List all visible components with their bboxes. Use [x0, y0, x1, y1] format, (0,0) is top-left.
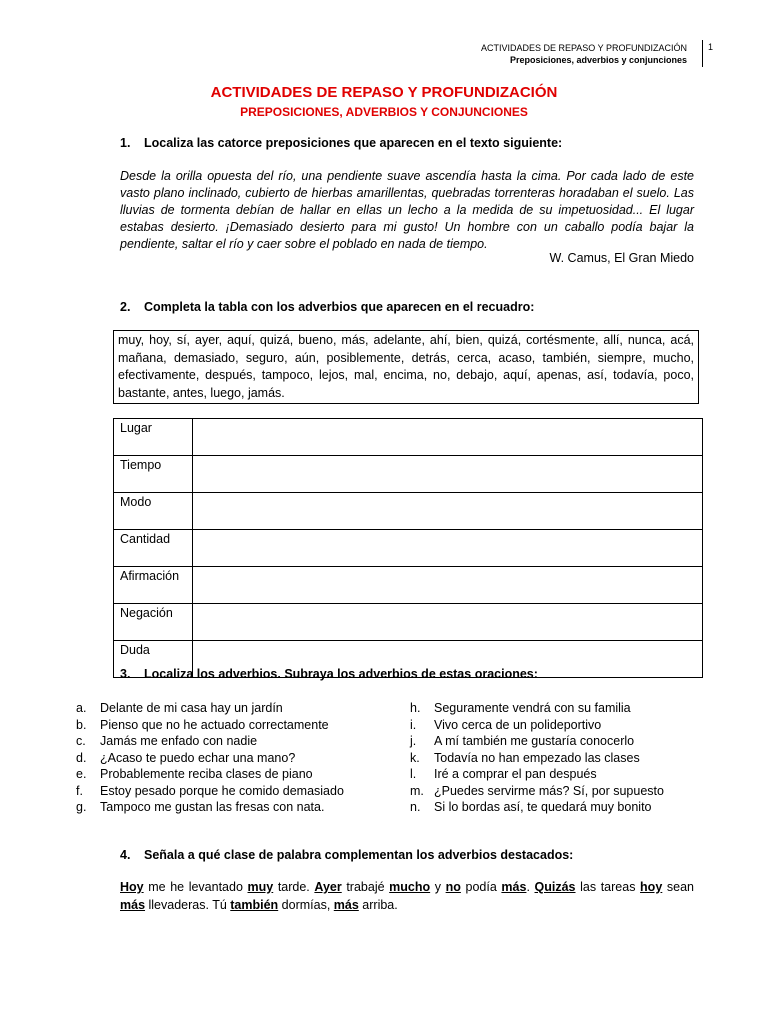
sentence-item — [76, 799, 344, 816]
sentence-letter: b. — [76, 717, 87, 732]
adverb-category-label: Afirmación — [114, 567, 193, 604]
question-3-number: 3. — [120, 667, 131, 681]
adverb-answer-cell[interactable] — [193, 604, 703, 641]
adverb-word-box: muy, hoy, sí, ayer, aquí, quizá, bueno, más, adelante, ahí, bien, quizá, cortésmente, allí, nunca, acá, mañana, demasiado, seguro, aún, posiblemente, detrás, cerca, acaso, también, siempre, mucho, efectivamente, después, tampoco, lejos, mal, encima, no, debajo, aquí, apenas, así, todavía, poco, bastante, antes, luego, jamás. — [113, 330, 699, 404]
sentence-letter: c. — [76, 734, 86, 748]
adverb-answer-cell[interactable] — [193, 530, 703, 567]
sentence-text: Probablemente reciba clases de piano — [100, 767, 313, 781]
question-1-number: 1. — [120, 136, 131, 150]
sentence-item — [410, 733, 694, 750]
sentence-text: Jamás me enfado con nadie — [100, 734, 258, 748]
question-4-paragraph — [120, 878, 694, 914]
adverb-table-row — [114, 530, 703, 567]
question-1-text: Localiza las catorce preposiciones que aparecen en el texto siguiente: — [144, 136, 563, 150]
passage-text: Desde la orilla opuesta del río, una pendiente suave ascendía hasta la cima. Por cada lado de este vasto plano inclinado, cubierto de hierbas amarillentas, quebradas torrenteras horadaban el suelo. Las lluvias de tormenta debían de hallar en ellas un lecho a la medida de su impetuosidad... El lugar estabas desierto. ¡Demasiado desierto para mi gusto! Un hombre con un caballo podía bajar la pendiente, saltar el río y caer sobre el poblado en nada de tiempo. — [120, 169, 694, 251]
question-3 — [120, 667, 538, 681]
sentence-text: ¿Acaso te puedo echar una mano? — [100, 750, 296, 765]
paragraph-text: me he levantado — [143, 880, 248, 894]
adverb-category-label: Tiempo — [114, 456, 193, 493]
sentence-text: Todavía no han empezado las clases — [434, 750, 640, 765]
sentence-letter: f. — [76, 783, 83, 798]
question-1 — [120, 136, 562, 150]
sentence-text: Si lo bordas así, te quedará muy bonito — [434, 800, 652, 814]
question-3-text: Localiza los adverbios. Subraya los adverbios de estas oraciones: — [144, 667, 538, 681]
paragraph-text: las tareas — [575, 880, 641, 894]
sentence-item — [410, 700, 694, 717]
paragraph-text: trabajé — [341, 880, 390, 894]
highlighted-adverb: Hoy — [120, 880, 144, 894]
paragraph-text: y — [430, 880, 446, 894]
page-header — [481, 42, 694, 66]
sentence-item — [410, 799, 694, 816]
sentence-letter: g. — [76, 800, 87, 814]
adverb-table — [113, 418, 703, 678]
highlighted-adverb: muy — [247, 880, 274, 894]
highlighted-adverb: Ayer — [314, 880, 342, 894]
sentence-letter: d. — [76, 750, 87, 765]
sentence-item — [410, 783, 694, 800]
highlighted-adverb: Quizás — [534, 880, 576, 894]
adverb-answer-cell[interactable] — [193, 419, 703, 456]
paragraph-text: tarde. — [273, 880, 315, 894]
highlighted-adverb: también — [230, 898, 279, 912]
sentence-letter: a. — [76, 701, 87, 715]
adverb-table-row — [114, 604, 703, 641]
adverb-table-row — [114, 567, 703, 604]
paragraph-text: podía — [460, 880, 502, 894]
adverb-category-label: Duda — [114, 641, 193, 678]
question-4-text: Señala a qué clase de palabra complementan los adverbios destacados: — [144, 848, 574, 862]
sentence-item — [76, 733, 344, 750]
adverb-category-label: Negación — [114, 604, 193, 641]
adverb-category-label: Lugar — [114, 419, 193, 456]
highlighted-adverb: más — [333, 898, 359, 912]
sentence-text: Delante de mi casa hay un jardín — [100, 701, 283, 715]
paragraph-text: sean — [662, 880, 694, 894]
sentence-text: Tampoco me gustan las fresas con nata. — [100, 800, 325, 814]
adverb-answer-cell[interactable] — [193, 567, 703, 604]
question-4-number: 4. — [120, 848, 131, 862]
highlighted-adverb: hoy — [640, 880, 663, 894]
paragraph-text: dormías, — [278, 898, 334, 912]
sentence-text: Estoy pesado porque he comido demasiado — [100, 783, 344, 798]
header-line1: ACTIVIDADES DE REPASO Y PROFUNDIZACIÓN — [480, 43, 687, 53]
sentence-item — [76, 783, 344, 800]
sentence-letter: m. — [410, 783, 424, 798]
sentence-letter: j. — [410, 734, 417, 748]
sentence-list-left — [76, 700, 344, 816]
adverb-table-row — [114, 493, 703, 530]
sentence-text: A mí también me gustaría conocerlo — [434, 734, 635, 748]
passage-author: W. Camus, El Gran Miedo — [549, 251, 694, 265]
page-number: 1 — [708, 42, 714, 52]
sentence-letter: e. — [76, 767, 87, 781]
sentence-text: Pienso que no he actuado correctamente — [100, 717, 329, 732]
question-2-number: 2. — [120, 300, 131, 314]
adverb-answer-cell[interactable] — [193, 456, 703, 493]
sentence-text: Seguramente vendrá con su familia — [434, 701, 631, 715]
sentence-text: Iré a comprar el pan después — [434, 767, 597, 781]
adverb-category-label: Cantidad — [114, 530, 193, 567]
paragraph-text: llevaderas. Tú — [145, 898, 231, 912]
sentence-item — [410, 717, 694, 734]
adverb-table-row — [114, 456, 703, 493]
header-line2: Preposiciones, adverbios y conjunciones — [509, 55, 687, 65]
sentence-item — [76, 700, 344, 717]
adverb-table-row — [114, 419, 703, 456]
sentence-letter: h. — [410, 701, 421, 715]
sentence-text: Vivo cerca de un polideportivo — [434, 717, 602, 732]
adverb-category-label: Modo — [114, 493, 193, 530]
sentence-item — [76, 750, 344, 767]
sentence-letter: i. — [410, 717, 417, 732]
highlighted-adverb: no — [445, 880, 461, 894]
sentence-item — [410, 750, 694, 767]
page-subtitle: PREPOSICIONES, ADVERBIOS Y CONJUNCIONES — [240, 105, 528, 119]
sentence-text: ¿Puedes servirme más? Sí, por supuesto — [434, 783, 664, 798]
sentence-list-right — [410, 700, 694, 816]
highlighted-adverb: mucho — [389, 880, 431, 894]
sentence-letter: n. — [410, 800, 421, 814]
page-title: ACTIVIDADES DE REPASO Y PROFUNDIZACIÓN — [210, 84, 558, 101]
paragraph-text: arriba. — [358, 898, 398, 912]
question-4 — [120, 848, 573, 862]
question-2-text: Completa la tabla con los adverbios que aparecen en el recuadro: — [144, 300, 535, 314]
question-2 — [120, 300, 534, 314]
sentence-item — [410, 766, 694, 783]
paragraph-text: . — [526, 880, 535, 894]
header-divider — [702, 40, 703, 67]
sentence-item — [76, 717, 344, 734]
sentence-letter: l. — [410, 767, 417, 781]
highlighted-adverb: más — [120, 898, 146, 912]
adverb-answer-cell[interactable] — [193, 493, 703, 530]
sentence-item — [76, 766, 344, 783]
sentence-letter: k. — [410, 750, 420, 765]
highlighted-adverb: más — [501, 880, 527, 894]
